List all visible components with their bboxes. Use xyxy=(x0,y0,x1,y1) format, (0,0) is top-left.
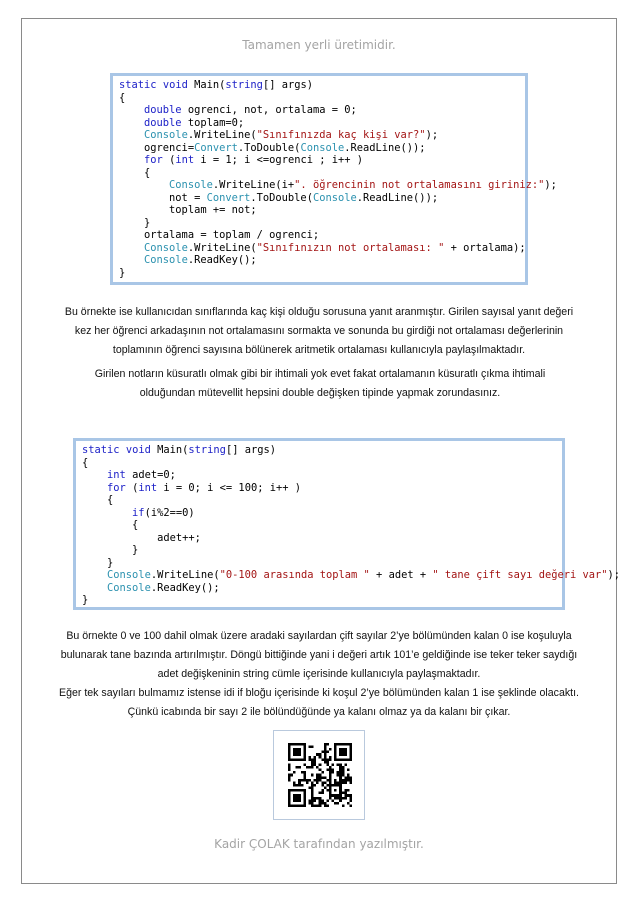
code-line: Console.WriteLine("Sınıfınızın not ortalaması: " + ortalama); xyxy=(144,241,526,254)
code-line: not = Convert.ToDouble(Console.ReadLine()); xyxy=(119,191,439,204)
code-line: for (int i = 0; i <= 100; i++ ) xyxy=(107,481,301,494)
code-line: Console.ReadKey(); xyxy=(107,581,220,594)
code-line: { xyxy=(119,91,126,104)
code-line: if(i%2==0) xyxy=(132,506,195,519)
code-line: Console.WriteLine("Sınıfınızda kaç kişi var?"); xyxy=(144,129,439,141)
code-line: for (int i = 1; i <=ogrenci ; i++ ) xyxy=(144,154,364,166)
code-line: { xyxy=(82,494,114,506)
page-header: Tamamen yerli üretimidir. xyxy=(242,38,396,52)
qr-code-frame xyxy=(273,730,365,820)
code-line: } xyxy=(82,544,139,556)
paragraph-odd-note: Eğer tek sayıları bulmamız istense idi if bloğu içerisinde ki koşul 2’ye bölümünden kalan 1 ise şeklinde olacaktı. Çünkü icabında bir sayı 2 ile bölündüğünde ya kalanı olmaz ya da kalanı bir çıkar. xyxy=(59,687,579,718)
code-line: } xyxy=(119,266,126,279)
paragraph-double-note: Girilen notların küsuratlı olmak gibi bir ihtimali yok evet fakat ortalamanın küsuratlı çıkma ihtimali olduğundan mütevellit hepsini double değişken tipinde yapmak zorundasınız. xyxy=(94,368,546,399)
code-line: { xyxy=(82,456,89,469)
page-footer: Kadir ÇOLAK tarafından yazılmıştır. xyxy=(214,837,424,851)
code-snippet-even-count xyxy=(73,438,621,610)
code-line: toplam += not; xyxy=(119,204,257,216)
code-line: Console.WriteLine("0-100 arasında toplam " + adet + " tane çift sayı değeri var"); xyxy=(107,569,621,581)
code-line: Console.ReadKey(); xyxy=(144,254,257,266)
code-line: { xyxy=(119,166,151,179)
code-line: static void Main(string[] args) xyxy=(119,79,313,91)
code-snippet-average xyxy=(110,73,557,285)
code-line: } xyxy=(82,556,114,569)
paragraph-even-explanation: Bu örnekte 0 ve 100 dahil olmak üzere aradaki sayılardan çift sayılar 2’ye bölümünden kalan 0 ise koşuluyla bulunarak tane bazında artırılmıştır. Döngü bittiğinde yani i değeri artık 101’e geldiğinde ise teker teker saydığı adet değişkeninin string cümle içerisinde kullanıcıyla paylaşmaktadır. xyxy=(60,630,578,680)
code-line: Console.WriteLine(i+". öğrencinin not ortalamasını giriniz:"); xyxy=(169,179,557,191)
qr-code-icon xyxy=(288,743,352,807)
code-line: static void Main(string[] args) xyxy=(82,444,276,456)
paragraph-average-explanation: Bu örnekte ise kullanıcıdan sınıflarında kaç kişi olduğu sorusuna yanıt aranmıştır. Girilen sayısal yanıt değeri kez her öğrenci arkadaşının not ortalamasını sormakta ve sonunda bu girdiği not ortalaması değerlerinin toplamının öğrenci sayısına bölünerek aritmetik ortalaması kullanıcıyla paylaşılmaktadır. xyxy=(64,306,574,356)
code-line: ortalama = toplam / ogrenci; xyxy=(119,229,320,241)
code-line: } xyxy=(119,216,151,229)
code-line: } xyxy=(82,594,89,606)
code-line: double ogrenci, not, ortalama = 0; xyxy=(144,104,357,116)
code-line: { xyxy=(82,519,139,531)
code-line: adet++; xyxy=(82,531,201,544)
code-line: int adet=0; xyxy=(107,469,176,481)
code-line: ogrenci=Convert.ToDouble(Console.ReadLine()); xyxy=(119,141,426,154)
code-line: double toplam=0; xyxy=(144,116,245,129)
